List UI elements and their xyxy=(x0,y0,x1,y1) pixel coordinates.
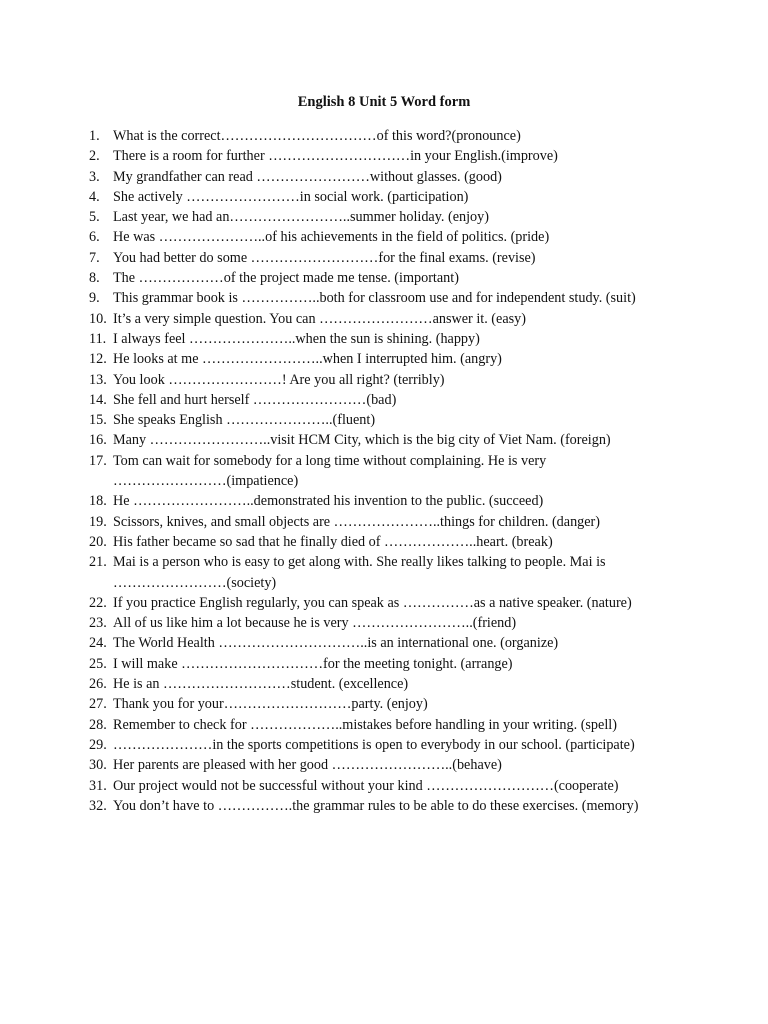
exercise-number: 30. xyxy=(89,757,107,774)
exercise-number: 17. xyxy=(89,452,107,469)
exercise-text: All of us like him a lot because he is very ……………………..(friend) xyxy=(113,615,517,632)
exercise-item xyxy=(89,593,689,613)
exercise-number: 16. xyxy=(89,432,107,449)
exercise-number: 31. xyxy=(89,777,107,794)
exercise-number: 19. xyxy=(89,513,107,530)
exercise-text: The World Health …………………………..is an international one. (organize) xyxy=(113,635,559,652)
exercise-number: 22. xyxy=(89,594,107,611)
exercise-number: 5. xyxy=(89,209,100,226)
exercise-item xyxy=(89,329,689,349)
exercise-list xyxy=(89,126,689,816)
exercise-number: 10. xyxy=(89,310,107,327)
exercise-item xyxy=(89,349,689,369)
exercise-number: 3. xyxy=(89,168,100,185)
exercise-number: 9. xyxy=(89,290,100,307)
exercise-number: 25. xyxy=(89,655,107,672)
exercise-item xyxy=(89,309,689,329)
exercise-text: Many ……………………..visit HCM City, which is the big city of Viet Nam. (foreign) xyxy=(113,432,611,449)
exercise-number: 4. xyxy=(89,188,100,205)
exercise-item xyxy=(89,268,689,288)
exercise-item xyxy=(89,532,689,552)
exercise-text: …………………in the sports competitions is open to everybody in our school. (participate) xyxy=(113,736,635,753)
exercise-item xyxy=(89,146,689,166)
exercise-text: It’s a very simple question. You can ……………………answer it. (easy) xyxy=(113,310,526,327)
exercise-item xyxy=(89,410,689,430)
exercise-text: Remember to check for ………………..mistakes before handling in your writing. (spell) xyxy=(113,716,617,733)
page-title: English 8 Unit 5 Word form xyxy=(297,94,471,110)
exercise-number: 21. xyxy=(89,554,107,571)
exercise-item xyxy=(89,227,689,247)
exercise-number: 20. xyxy=(89,533,107,550)
exercise-number: 8. xyxy=(89,270,100,287)
exercise-number: 23. xyxy=(89,615,107,632)
exercise-text: If you practice English regularly, you can speak as ……………as a native speaker. (nature) xyxy=(113,594,632,611)
exercise-text: Thank you for your………………………party. (enjoy) xyxy=(113,696,428,713)
exercise-item xyxy=(89,552,689,593)
exercise-number: 32. xyxy=(89,797,107,814)
exercise-text: You look ……………………! Are you all right? (terribly) xyxy=(113,371,445,388)
exercise-text: She speaks English …………………..(fluent) xyxy=(113,412,376,429)
exercise-item xyxy=(89,512,689,532)
exercise-text: You don’t have to …………….the grammar rules to be able to do these exercises. (memory) xyxy=(113,797,639,814)
exercise-number: 18. xyxy=(89,493,107,510)
exercise-item xyxy=(89,370,689,390)
exercise-item xyxy=(89,654,689,674)
exercise-item xyxy=(89,491,689,511)
exercise-number: 13. xyxy=(89,371,107,388)
exercise-text: Her parents are pleased with her good ……………………..(behave) xyxy=(113,757,502,774)
exercise-text: Scissors, knives, and small objects are …………………..things for children. (danger) xyxy=(113,513,601,530)
exercise-text: His father became so sad that he finally died of ………………..heart. (break) xyxy=(113,533,553,550)
exercise-text: She fell and hurt herself ……………………(bad) xyxy=(113,391,397,408)
exercise-number: 14. xyxy=(89,391,107,408)
exercise-number: 12. xyxy=(89,351,107,368)
exercise-text: This grammar book is ……………..both for classroom use and for independent study. (suit) xyxy=(113,290,636,307)
exercise-text: He is an ………………………student. (excellence) xyxy=(113,676,409,693)
exercise-text: I always feel …………………..when the sun is shining. (happy) xyxy=(113,330,480,347)
exercise-item xyxy=(89,796,689,816)
exercise-item xyxy=(89,776,689,796)
exercise-text: Tom can wait for somebody for a long time without complaining. He is very ……………………(impatience) xyxy=(113,452,547,490)
exercise-number: 1. xyxy=(89,128,100,144)
exercise-item xyxy=(89,126,689,146)
exercise-number: 7. xyxy=(89,249,100,266)
exercise-text: My grandfather can read ……………………without glasses. (good) xyxy=(113,168,502,185)
exercise-item xyxy=(89,248,689,268)
exercise-item xyxy=(89,613,689,633)
exercise-number: 2. xyxy=(89,148,100,165)
exercise-text: You had better do some ………………………for the final exams. (revise) xyxy=(113,249,536,266)
exercise-text: She actively ……………………in social work. (participation) xyxy=(113,188,469,205)
exercise-item xyxy=(89,451,689,492)
exercise-text: Last year, we had an……………………..summer holiday. (enjoy) xyxy=(113,209,489,226)
exercise-number: 6. xyxy=(89,229,100,246)
exercise-text: He ……………………..demonstrated his invention to the public. (succeed) xyxy=(113,493,544,510)
exercise-item xyxy=(89,390,689,410)
exercise-number: 27. xyxy=(89,696,107,713)
exercise-item xyxy=(89,694,689,714)
exercise-number: 11. xyxy=(89,330,107,347)
exercise-item xyxy=(89,167,689,187)
exercise-text: He was …………………..of his achievements in the field of politics. (pride) xyxy=(113,229,550,246)
exercise-item xyxy=(89,207,689,227)
exercise-item xyxy=(89,674,689,694)
exercise-number: 29. xyxy=(89,736,107,753)
exercise-item xyxy=(89,430,689,450)
exercise-text: Our project would not be successful without your kind ………………………(cooperate) xyxy=(113,777,619,794)
exercise-text: He looks at me ……………………..when I interrupted him. (angry) xyxy=(113,351,502,368)
exercise-text: I will make …………………………for the meeting tonight. (arrange) xyxy=(113,655,513,672)
exercise-text: The ………………of the project made me tense. (important) xyxy=(113,270,459,287)
exercise-item xyxy=(89,633,689,653)
exercise-item xyxy=(89,715,689,735)
exercise-item xyxy=(89,187,689,207)
exercise-text: What is the correct……………………………of this word?(pronounce) xyxy=(113,128,521,144)
exercise-text: Mai is a person who is easy to get along with. She really likes talking to people. Mai is ……………………(society) xyxy=(113,554,606,591)
exercise-item xyxy=(89,755,689,775)
exercise-number: 24. xyxy=(89,635,107,652)
exercise-item xyxy=(89,288,689,308)
exercise-number: 28. xyxy=(89,716,107,733)
exercise-number: 26. xyxy=(89,676,107,693)
exercise-item xyxy=(89,735,689,755)
exercise-number: 15. xyxy=(89,412,107,429)
exercise-text: There is a room for further …………………………in your English.(improve) xyxy=(113,148,558,165)
